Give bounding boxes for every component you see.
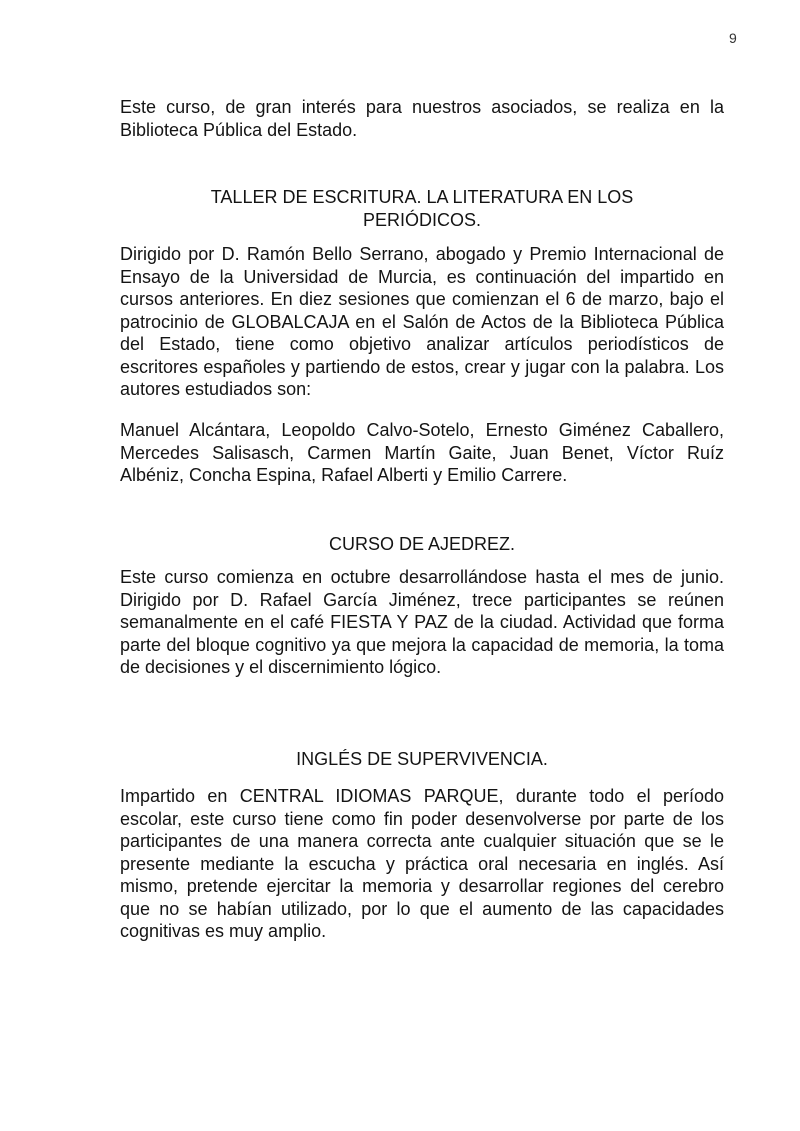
taller-authors-paragraph: Manuel Alcántara, Leopoldo Calvo-Sotelo, Ernesto Giménez Caballero, Mercedes Salisasch, Carmen Martín Gaite, Juan Benet, Víctor Ruíz Albéniz, Concha Espina, Rafael Alberti y Emilio Carrere. <box>120 420 724 485</box>
ajedrez-heading: CURSO DE AJEDREZ. <box>328 534 516 554</box>
ingles-heading-block <box>120 748 724 771</box>
page-mark: 9 <box>729 30 737 46</box>
taller-heading-block <box>120 186 724 231</box>
taller-paragraph: Dirigido por D. Ramón Bello Serrano, abogado y Premio Internacional de Ensayo de la Universidad de Murcia, es continuación del impartido en cursos anteriores. En diez sesiones que comienzan el 6 de marzo, bajo el patrocinio de GLOBALCAJA en el Salón de Actos de la Biblioteca Pública del Estado, tiene como objetivo analizar artículos periodísticos de escritores españoles y partiendo de estos, crear y jugar con la palabra. Los autores estudiados son: <box>120 244 724 399</box>
ajedrez-paragraph: Este curso comienza en octubre desarrollándose hasta el mes de junio. Dirigido por D. Rafael García Jiménez, trece participantes se reúnen semanalmente en el café FIESTA Y PAZ de la ciudad. Actividad que forma parte del bloque cognitivo ya que mejora la capacidad de memoria, la toma de decisiones y el discernimiento lógico. <box>120 567 724 677</box>
ingles-paragraph: Impartido en CENTRAL IDIOMAS PARQUE, durante todo el período escolar, este curso tiene como fin poder desenvolverse por parte de los participantes de una manera correcta ante cualquier situación que se le presente mediante la escucha y práctica oral necesaria en inglés. Así mismo, pretende ejercitar la memoria y desarrollar regiones del cerebro que no se habían utilizado, por lo que el aumento de las capacidades cognitivas es muy amplio. <box>120 786 724 941</box>
taller-heading: TALLER DE ESCRITURA. LA LITERATURA EN LOS PERIÓDICOS. <box>210 187 634 230</box>
ingles-body-block <box>120 785 724 943</box>
intro-section <box>120 96 724 141</box>
ajedrez-body-block <box>120 566 724 679</box>
ajedrez-heading-block <box>120 533 724 556</box>
ingles-heading: INGLÉS DE SUPERVIVENCIA. <box>296 749 548 769</box>
taller-authors-block <box>120 419 724 487</box>
intro-paragraph: Este curso, de gran interés para nuestros asociados, se realiza en la Biblioteca Pública del Estado. <box>120 97 724 140</box>
taller-body-block <box>120 243 724 401</box>
